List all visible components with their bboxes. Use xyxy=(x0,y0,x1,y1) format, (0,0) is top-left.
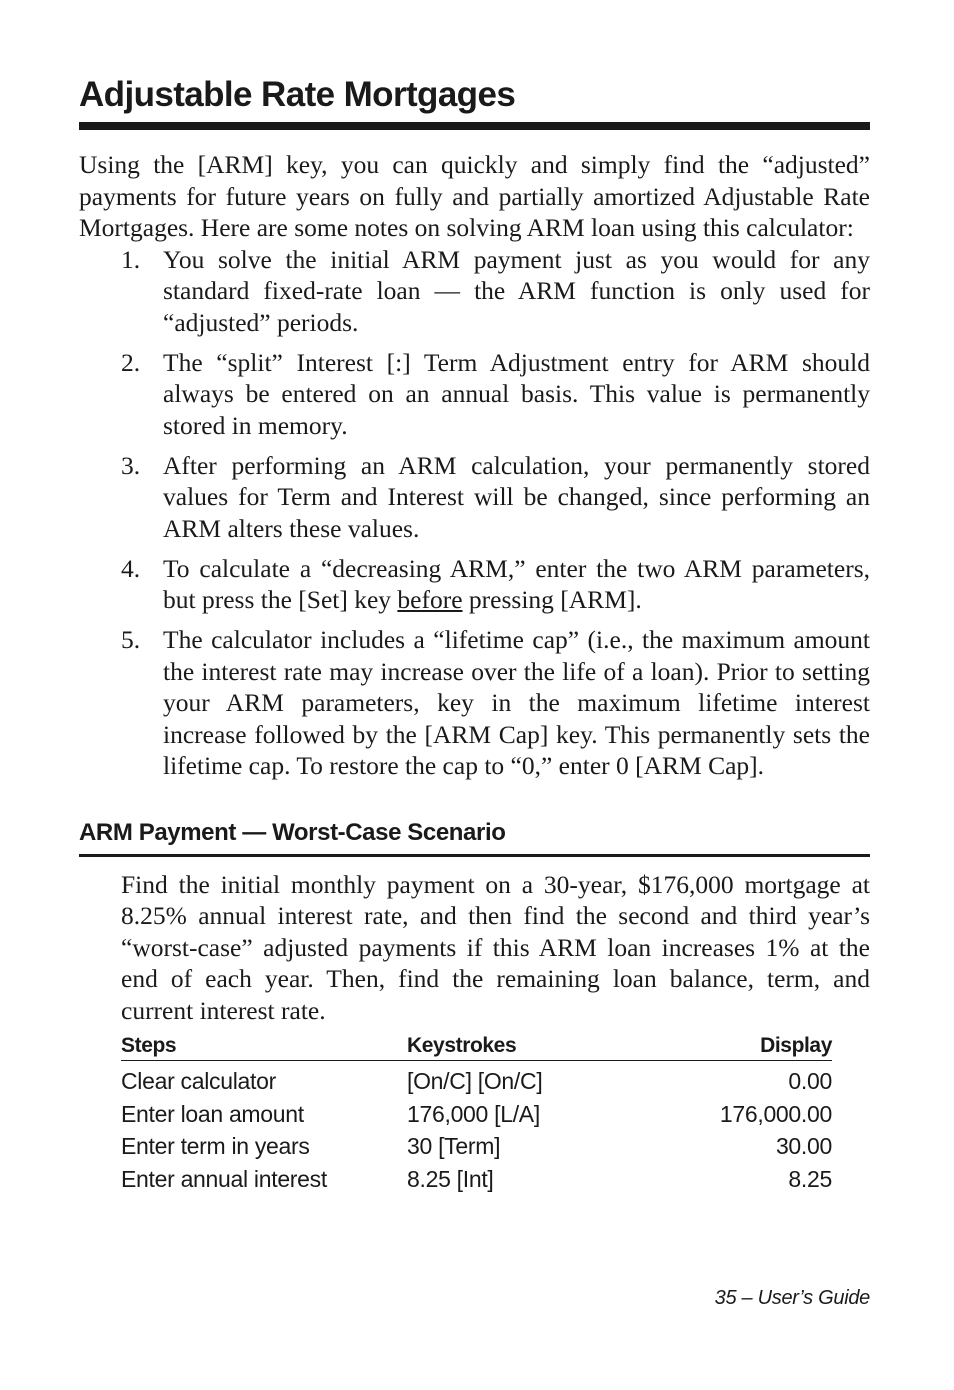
list-item-text xyxy=(163,553,870,616)
list-item-text: The “split” Interest [:] Term Adjustment entry for ARM should always be entered on an annual basis. This value is permanently stored in memory. xyxy=(163,347,870,440)
table-row xyxy=(121,1130,832,1163)
table-row xyxy=(121,1098,832,1131)
page-footer: 35 – User’s Guide xyxy=(714,1287,870,1309)
step-cell: Clear calculator xyxy=(121,1068,276,1094)
column-header-keystrokes: Keystrokes xyxy=(407,1034,517,1057)
list-item-number: 2. xyxy=(121,347,141,377)
notes-list xyxy=(79,244,870,782)
list-item xyxy=(79,624,870,782)
page-title: Adjustable Rate Mortgages xyxy=(79,75,516,114)
keystrokes-cell: [On/C] [On/C] xyxy=(407,1068,543,1094)
keystrokes-cell: 176,000 [L/A] xyxy=(407,1100,540,1127)
list-item-text: After performing an ARM calculation, your permanently stored values for Term and Interest will be changed, since performing an ARM alters these values. xyxy=(163,450,870,543)
section-heading: ARM Payment — Worst-Case Scenario xyxy=(79,818,506,846)
display-cell: 8.25 xyxy=(788,1165,832,1192)
keystrokes-cell: 30 [Term] xyxy=(407,1133,501,1159)
step-cell: Enter annual interest xyxy=(121,1165,327,1192)
list-item xyxy=(79,347,870,442)
list-item xyxy=(79,553,870,616)
list-item-number: 1. xyxy=(121,244,141,274)
keystrokes-cell: 8.25 [Int] xyxy=(407,1165,494,1192)
list-item-text-end: pressing [ARM]. xyxy=(462,585,642,614)
section-rule xyxy=(79,854,870,857)
list-item-number: 3. xyxy=(121,450,141,480)
page xyxy=(79,72,870,1195)
intro-paragraph: Using the [ARM] key, you can quickly and simply find the “adjusted” payments for future years on fully and partially amortized Adjustable Rate Mortgages. Here are some notes on solving ARM loan using this calculator: xyxy=(79,150,870,242)
example-paragraph: Find the initial monthly payment on a 30-year, $176,000 mortgage at 8.25% annual interest rate, and then find the second and third year’s “worst-case” adjusted payments if this ARM loan increases 1% at the end of each year. Then, find the remaining loan balance, term, and current interest rate. xyxy=(121,869,870,1025)
display-cell: 30.00 xyxy=(775,1133,832,1159)
list-item-number: 4. xyxy=(121,553,141,583)
column-header-display: Display xyxy=(760,1034,832,1057)
list-item-text-start: To calculate a “decreasing ARM,” enter the two ARM parameters, but press the [Set] key xyxy=(163,553,870,614)
display-cell: 176,000.00 xyxy=(719,1100,832,1127)
title-rule xyxy=(79,122,870,130)
list-item xyxy=(79,244,870,339)
table-row xyxy=(121,1163,832,1196)
list-item-number: 5. xyxy=(121,625,141,654)
table-row xyxy=(121,1065,832,1098)
column-header-steps: Steps xyxy=(121,1034,177,1057)
steps-table xyxy=(121,1032,832,1195)
step-cell: Enter loan amount xyxy=(121,1100,304,1127)
underlined-word: before xyxy=(397,585,463,614)
steps-table-header xyxy=(121,1032,832,1061)
list-item-text: You solve the initial ARM payment just as you would for any standard fixed-rate loan — the ARM function is only used for “adjusted” periods. xyxy=(163,244,870,337)
list-item-text: The calculator includes a “lifetime cap” (i.e., the maximum amount the interest rate may increase over the life of a loan). Prior to setting your ARM parameters, key in the maximum lifetime interest increase followed by the [ARM Cap] key. This permanently sets the lifetime cap. To restore the cap to “0,” enter 0 [ARM Cap]. xyxy=(163,625,870,780)
list-item xyxy=(79,450,870,545)
step-cell: Enter term in years xyxy=(121,1133,310,1159)
display-cell: 0.00 xyxy=(788,1068,832,1094)
